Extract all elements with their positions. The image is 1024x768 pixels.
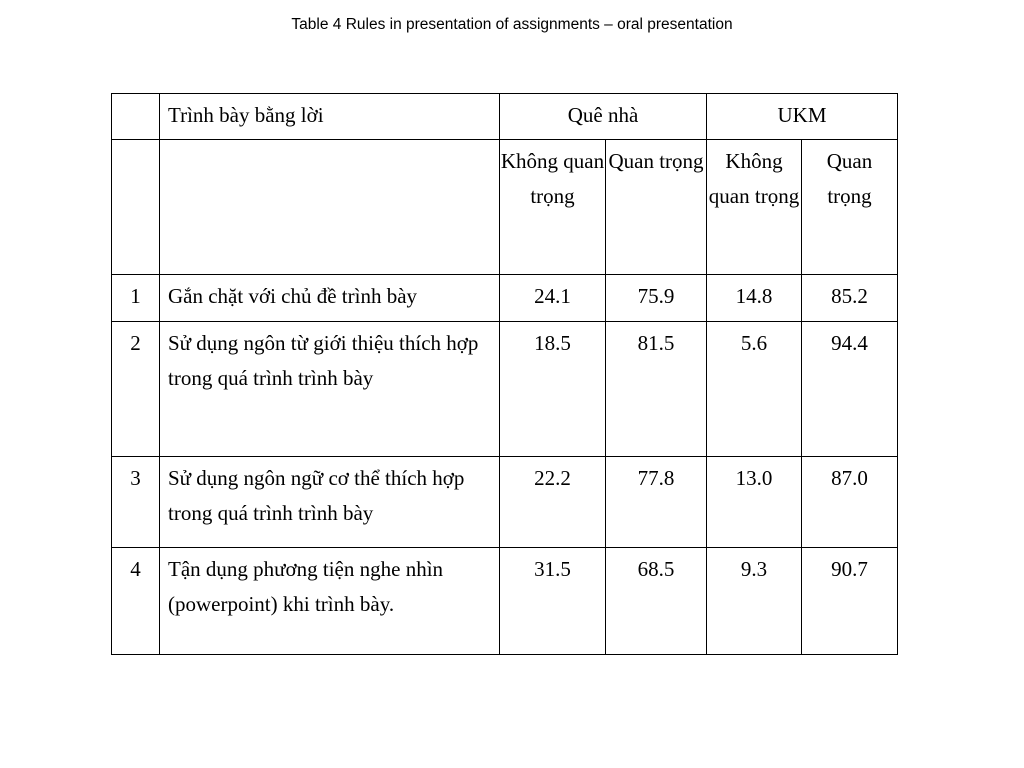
table-subheader-row: [112, 140, 898, 275]
rules-table: [111, 93, 898, 655]
cell-que-nha-important: 75.9: [606, 275, 707, 322]
table-row: [112, 322, 898, 457]
subheader-no-cell: [112, 140, 160, 275]
header-group-que-nha: Quê nhà: [500, 94, 707, 140]
cell-ukm-important: 85.2: [802, 275, 898, 322]
subheader-ukm-not-important: Không quan trọng: [707, 140, 802, 275]
cell-que-nha-important: 81.5: [606, 322, 707, 457]
cell-ukm-not-important: 13.0: [707, 457, 802, 548]
header-no-cell: [112, 94, 160, 140]
table-header-row: [112, 94, 898, 140]
subheader-que-nha-important: Quan trọng: [606, 140, 707, 275]
row-number: 3: [112, 457, 160, 548]
table-caption: Table 4 Rules in presentation of assignments – oral presentation: [291, 16, 733, 33]
cell-ukm-not-important: 5.6: [707, 322, 802, 457]
header-item-cell: Trình bày bằng lời: [160, 94, 500, 140]
cell-que-nha-important: 77.8: [606, 457, 707, 548]
cell-que-nha-important: 68.5: [606, 548, 707, 655]
row-item: Tận dụng phương tiện nghe nhìn (powerpoint) khi trình bày.: [160, 548, 500, 655]
cell-que-nha-not-important: 24.1: [500, 275, 606, 322]
cell-ukm-important: 90.7: [802, 548, 898, 655]
cell-ukm-not-important: 9.3: [707, 548, 802, 655]
row-item: Sử dụng ngôn từ giới thiệu thích hợp trong quá trình trình bày: [160, 322, 500, 457]
cell-que-nha-not-important: 31.5: [500, 548, 606, 655]
subheader-ukm-important: Quan trọng: [802, 140, 898, 275]
table-row: [112, 457, 898, 548]
row-number: 4: [112, 548, 160, 655]
row-item: Sử dụng ngôn ngữ cơ thể thích hợp trong quá trình trình bày: [160, 457, 500, 548]
table-row: [112, 548, 898, 655]
cell-que-nha-not-important: 18.5: [500, 322, 606, 457]
subheader-que-nha-not-important: Không quan trọng: [500, 140, 606, 275]
table-row: [112, 275, 898, 322]
header-group-ukm: UKM: [707, 94, 898, 140]
subheader-item-cell: [160, 140, 500, 275]
cell-que-nha-not-important: 22.2: [500, 457, 606, 548]
row-number: 2: [112, 322, 160, 457]
cell-ukm-not-important: 14.8: [707, 275, 802, 322]
cell-ukm-important: 87.0: [802, 457, 898, 548]
cell-ukm-important: 94.4: [802, 322, 898, 457]
row-item: Gắn chặt với chủ đề trình bày: [160, 275, 500, 322]
row-number: 1: [112, 275, 160, 322]
